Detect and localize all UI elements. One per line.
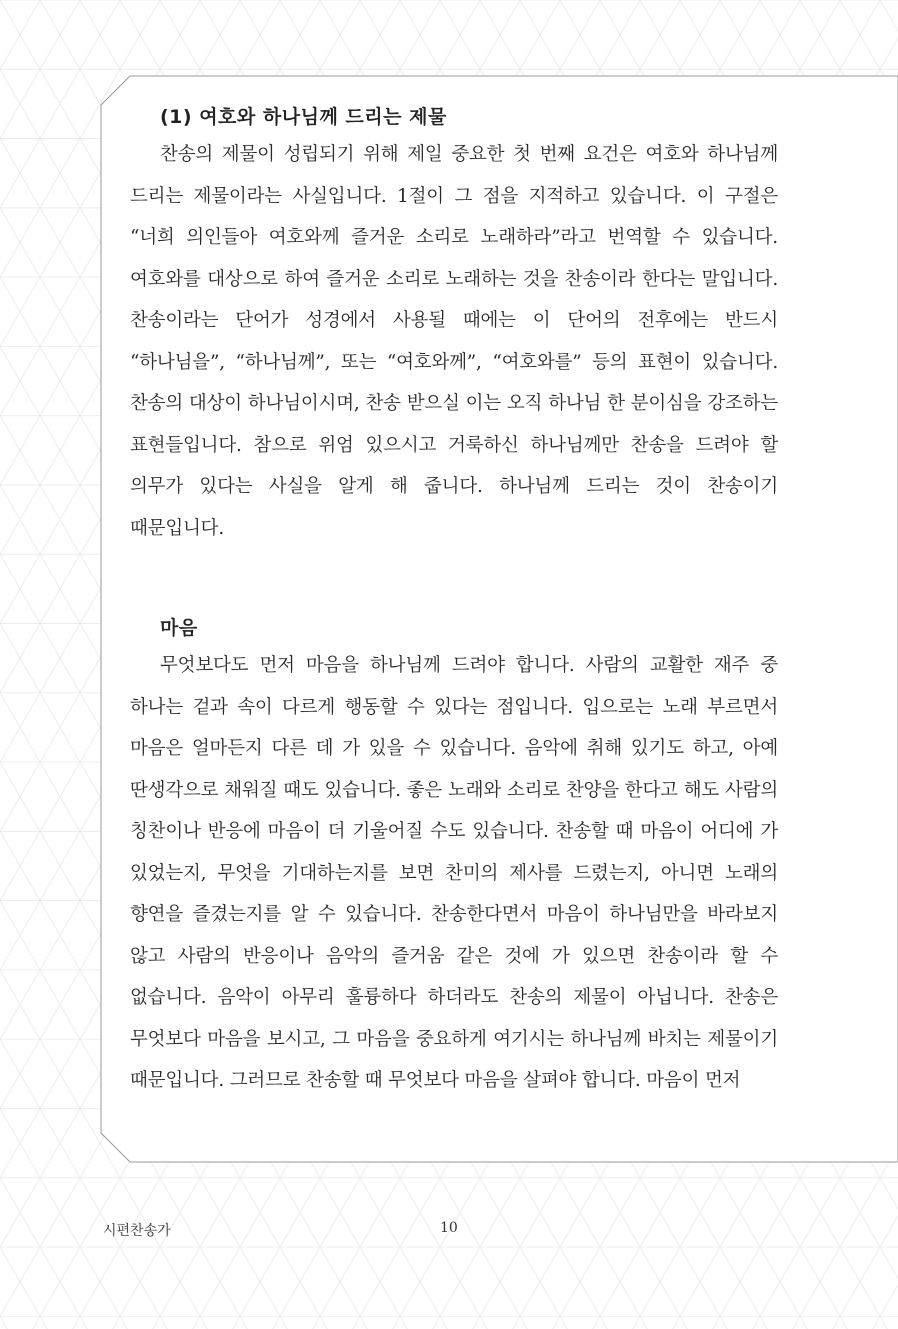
page-content bbox=[130, 100, 778, 1102]
body-paragraph: 찬송의 제물이 성립되기 위해 제일 중요한 첫 번째 요건은 여호와 하나님께 드리는 제물이라는 사실입니다. 1절이 그 점을 지적하고 있습니다. 이 구절은 “너희 의인들아 여호와께 즐거운 소리로 노래하라”라고 번역할 수 있습니다. 여호와를 대상으로 하여 즐거운 소리로 노래하는 것을 찬송이라 한다는 말입니다. 찬송이라는 단어가 성경에서 사용될 때에는 이 단어의 전후에는 반드시 “하나님을”, “하나님께”, 또는 “여호와께”, “여호와를” 등의 표현이 있습니다. 찬송의 대상이 하나님이시며, 찬송 받으실 이는 오직 하나님 한 분이심을 강조하는 표현들입니다. 참으로 위엄 있으시고 거룩하신 하나님께만 찬송을 드려야 할 의무가 있다는 사실을 알게 해 줍니다. 하나님께 드리는 것이 찬송이기 때문입니다. bbox=[130, 144, 778, 539]
page-number: 10 bbox=[440, 1220, 458, 1236]
footer-book-title: 시편찬송가 bbox=[103, 1223, 171, 1239]
body-paragraph: 무엇보다도 먼저 마음을 하나님께 드려야 합니다. 사람의 교활한 재주 중 하나는 겉과 속이 다르게 행동할 수 있다는 점입니다. 입으로는 노래 부르면서 마음은 얼마든지 다른 데 가 있을 수 있습니다. 음악에 취해 있기도 하고, 아예 딴생각으로 채워질 때도 있습니다. 좋은 노래와 소리로 찬양을 한다고 해도 사람의 칭찬이나 반응에 마음이 더 기울어질 수도 있습니다. 찬송할 때 마음이 어디에 가 있었는지, 무엇을 기대하는지를 보면 찬미의 제사를 드렸는지, 아니면 노래의 향연을 즐겼는지를 알 수 있습니다. 찬송한다면서 마음이 하나님만을 바라보지 않고 사람의 반응이나 음악의 즐거움 같은 것에 가 있으면 찬송이라 할 수 없습니다. 음악이 아무리 훌륭하다 하더라도 찬송의 제물이 아닙니다. 찬송은 무엇보다 마음을 보시고, 그 마음을 중요하게 여기시는 하나님께 바치는 제물이기 때문입니다. 그러므로 찬송할 때 무엇보다 마음을 살펴야 합니다. 마음이 먼저 bbox=[130, 655, 778, 1091]
section-heading: 마음 bbox=[160, 617, 198, 639]
section-heading: (1) 여호와 하나님께 드리는 제물 bbox=[160, 106, 447, 128]
